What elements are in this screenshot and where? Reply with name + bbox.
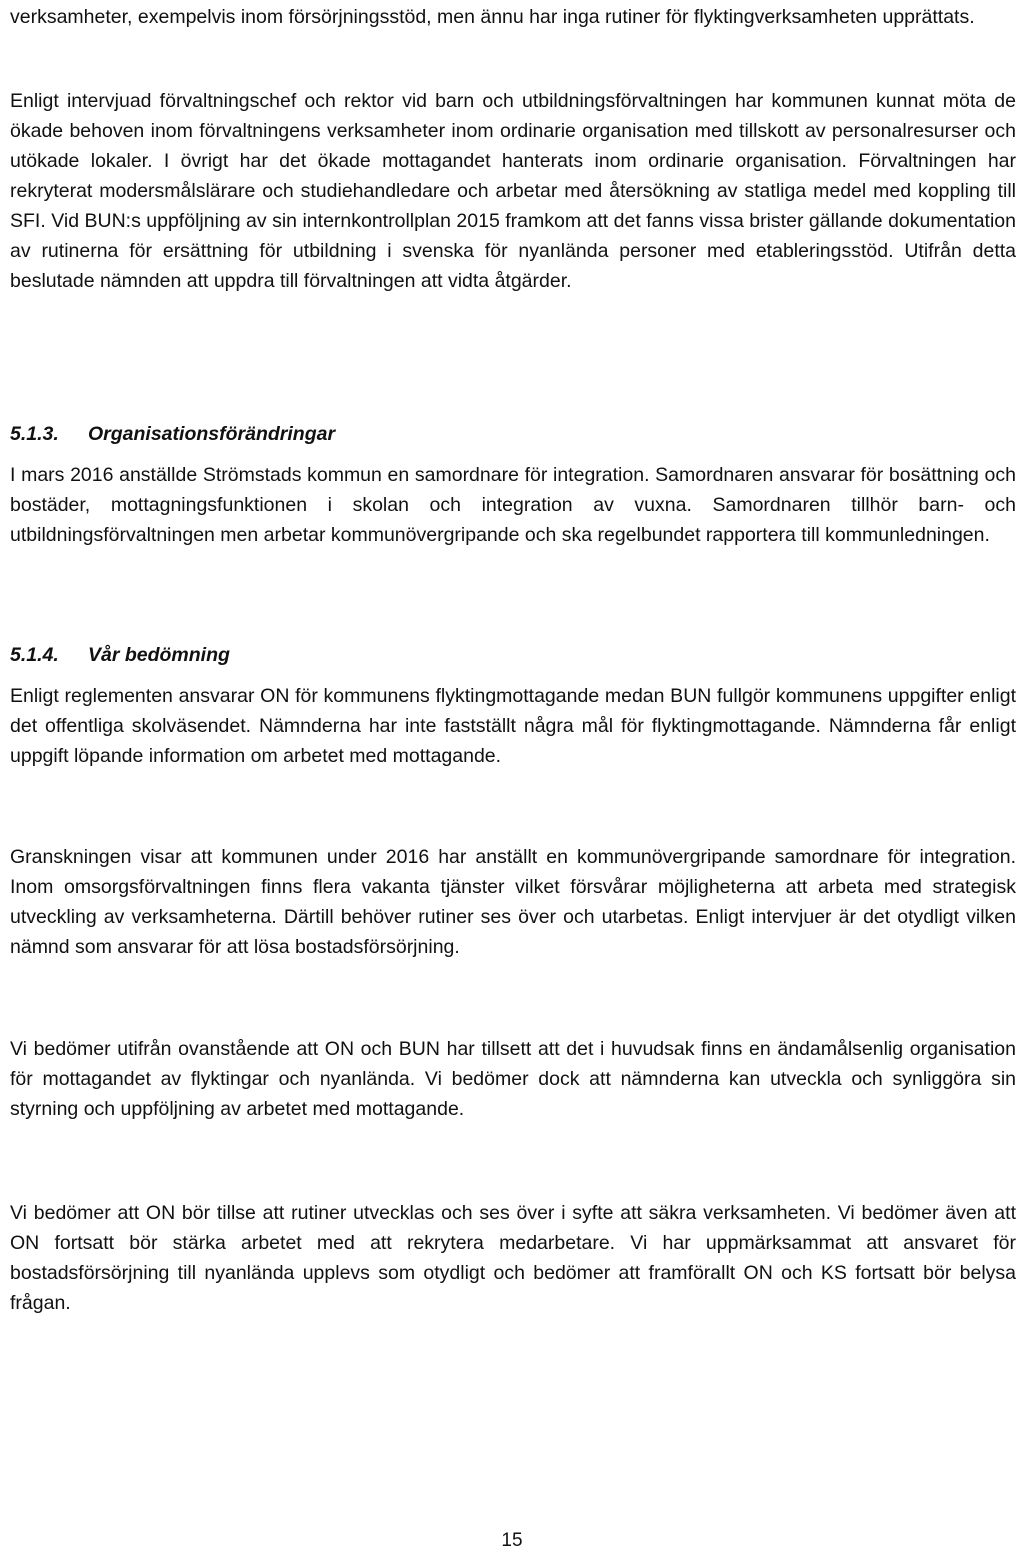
- paragraph-organisation: Enligt intervjuad förvaltningschef och rektor vid barn och utbildningsförvaltningen har kommunen kunnat möta de ökade behoven inom förvaltningens verksamheter inom ordinarie organisation med tillskott av personalresurser och utökade lokaler. I övrigt har det ökade mottagandet hanterats inom ordinarie organisation. Förvaltningen har rekryterat modersmålslärare och studiehandledare och arbetar med återsökning av statliga medel med koppling till SFI. Vid BUN:s uppföljning av sin internkontrollplan 2015 framkom att det fanns vissa brister gällande dokumentation av rutinerna för ersättning för utbildning i svenska för nyanlända personer med etableringsstöd. Utifrån detta beslutade nämnden att uppdra till förvaltningen att vidta åtgärder.: [10, 90, 1016, 292]
- section-title: Vår bedömning: [88, 644, 230, 666]
- section-heading-5-1-3: [10, 423, 335, 446]
- section-title: Organisationsförändringar: [88, 423, 336, 445]
- paragraph-bedomning-1: Enligt reglementen ansvarar ON för kommunens flyktingmottagande medan BUN fullgör kommunens uppgifter enligt det offentliga skolväsendet. Nämnderna har inte fastställt några mål för flyktingmottagande. Nämnderna får enligt uppgift löpande information om arbetet med mottagande.: [10, 685, 1016, 767]
- intro-paragraph: verksamheter, exempelvis inom försörjningsstöd, men ännu har inga rutiner för flyktingverksamheten upprättats.: [10, 6, 975, 28]
- paragraph-bedomning-2: Granskningen visar att kommunen under 2016 har anställt en kommunövergripande samordnare för integration. Inom omsorgsförvaltningen finns flera vakanta tjänster vilket försvårar möjligheterna att arbeta med strategisk utveckling av verksamheterna. Därtill behöver rutiner ses över och utarbetas. Enligt intervjuer är det otydligt vilken nämnd som ansvarar för att lösa bostadsförsörjning.: [10, 846, 1016, 958]
- page-number: 15: [501, 1530, 523, 1551]
- section-heading-5-1-4: [10, 644, 230, 667]
- paragraph-bedomning-4: Vi bedömer att ON bör tillse att rutiner utvecklas och ses över i syfte att säkra verksamheten. Vi bedömer även att ON fortsatt bör stärka arbetet med att rekrytera medarbetare. Vi har uppmärksammat att ansvaret för bostadsförsörjning till nyanlända upplevs som otydligt och bedömer att framförallt ON och KS fortsatt bör belysa frågan.: [10, 1202, 1016, 1314]
- paragraph-bedomning-3: Vi bedömer utifrån ovanstående att ON och BUN har tillsett att det i huvudsak finns en ändamålsenlig organisation för mottagandet av flyktingar och nyanlända. Vi bedömer dock att nämnderna kan utveckla och synliggöra sin styrning och uppföljning av arbetet med mottagande.: [10, 1038, 1016, 1120]
- section-number: 5.1.3.: [10, 423, 59, 445]
- paragraph-organisationsforandringar: I mars 2016 anställde Strömstads kommun en samordnare för integration. Samordnaren ansvarar för bosättning och bostäder, mottagningsfunktionen i skolan och integration av vuxna. Samordnaren tillhör barn- och utbildningsförvaltningen men arbetar kommunövergripande och ska regelbundet rapportera till kommunledningen.: [10, 464, 1016, 546]
- section-number: 5.1.4.: [10, 644, 59, 666]
